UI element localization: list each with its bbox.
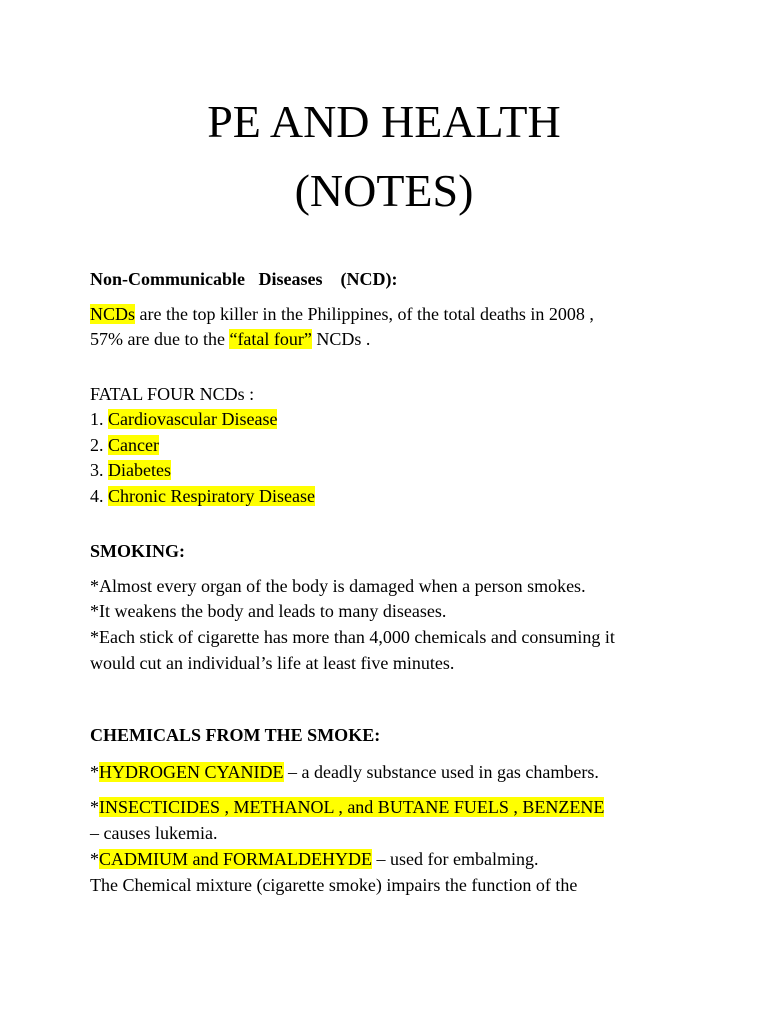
title-line-1: PE AND HEALTH — [207, 96, 561, 147]
fatal-four-heading: FATAL FOUR NCDs : — [90, 384, 255, 404]
ncd-text: 57% are due to the — [90, 329, 230, 349]
chemical-item — [90, 796, 604, 818]
chemical-description: – used for embalming. — [372, 849, 539, 869]
bullet-star: * — [90, 762, 99, 782]
chemical-highlight: CADMIUM and FORMALDEHYDE — [99, 849, 372, 869]
bullet-star: * — [90, 849, 99, 869]
ncd-heading: Non-Communicable Diseases (NCD): — [90, 269, 398, 289]
ncd-paragraph-line-1 — [90, 303, 594, 325]
chemical-description: – causes lukemia. — [90, 823, 218, 843]
chemical-description: – a deadly substance used in gas chambers. — [283, 762, 599, 782]
chemicals-heading: CHEMICALS FROM THE SMOKE: — [90, 725, 381, 745]
ncd-text: are the top killer in the Philippines, of the total deaths in 2008 , — [135, 304, 594, 324]
ncd-text: NCDs . — [311, 329, 371, 349]
smoking-line: *It weakens the body and leads to many diseases. — [90, 601, 447, 621]
smoking-line: would cut an individual’s life at least five minutes. — [90, 653, 455, 673]
title-line-2: (NOTES) — [294, 165, 474, 216]
item-label: Cardiovascular Disease — [108, 409, 278, 429]
item-number: 4. — [90, 486, 108, 506]
item-number: 1. — [90, 409, 108, 429]
fatal-four-highlight: “fatal four” — [229, 329, 312, 349]
chemical-highlight: INSECTICIDES , METHANOL , and BUTANE FUELS , BENZENE — [99, 797, 605, 817]
item-number: 3. — [90, 460, 108, 480]
chemical-item — [90, 761, 599, 783]
bullet-star: * — [90, 797, 99, 817]
smoking-heading: SMOKING: — [90, 541, 186, 561]
ncd-highlight: NCDs — [90, 304, 136, 324]
fatal-four-item — [90, 434, 159, 456]
chemical-item — [90, 848, 538, 870]
smoking-line: *Each stick of cigarette has more than 4,000 chemicals and consuming it — [90, 627, 615, 647]
fatal-four-item — [90, 408, 277, 430]
smoking-line: *Almost every organ of the body is damaged when a person smokes. — [90, 576, 586, 596]
item-label: Chronic Respiratory Disease — [108, 486, 315, 506]
item-number: 2. — [90, 435, 108, 455]
fatal-four-item — [90, 459, 171, 481]
ncd-paragraph-line-2 — [90, 328, 370, 350]
chemical-highlight: HYDROGEN CYANIDE — [99, 762, 284, 782]
fatal-four-item — [90, 485, 315, 507]
closing-line: The Chemical mixture (cigarette smoke) impairs the function of the — [90, 875, 578, 895]
item-label: Cancer — [108, 435, 159, 455]
item-label: Diabetes — [108, 460, 171, 480]
